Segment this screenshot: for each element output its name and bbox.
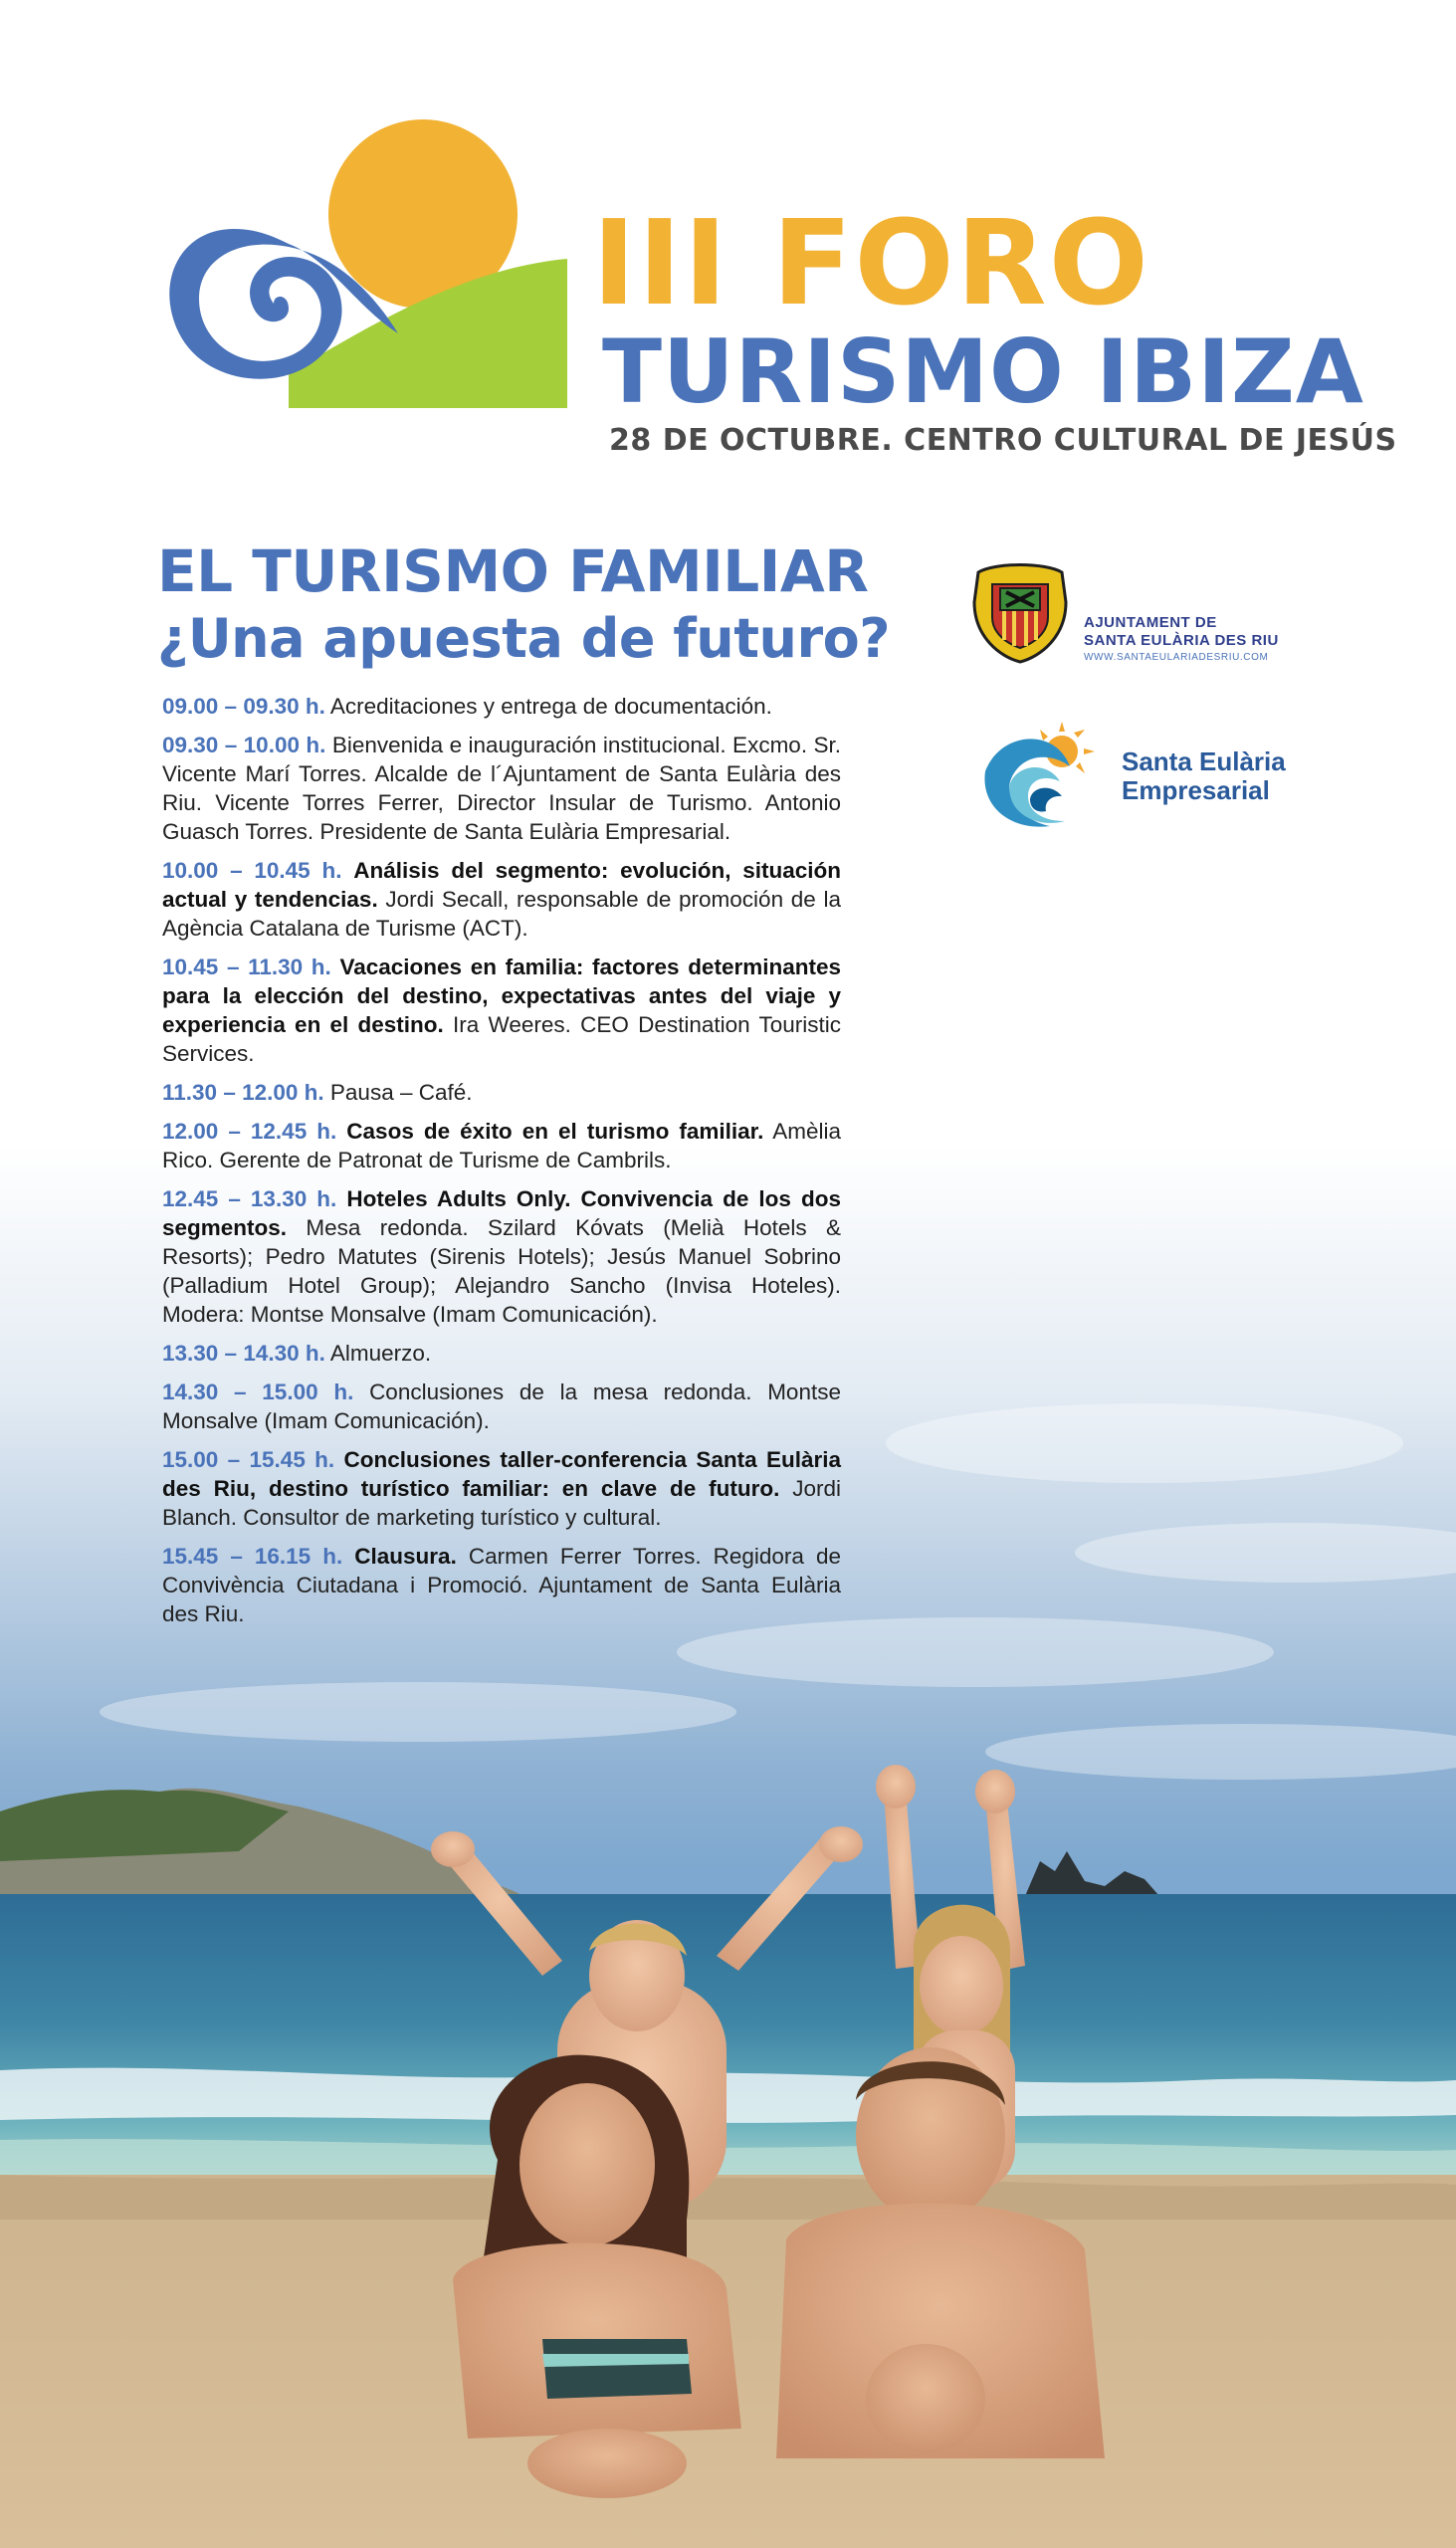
program-topic: Casos de éxito en el turismo familiar. xyxy=(346,1119,764,1144)
program-time: 12.45 – 13.30 h. xyxy=(162,1186,337,1211)
program-detail: Pausa – Café. xyxy=(329,1080,473,1105)
program-time: 14.30 – 15.00 h. xyxy=(162,1380,354,1404)
program-detail: Almuerzo. xyxy=(329,1341,432,1366)
program-item xyxy=(162,953,841,1068)
program-item xyxy=(162,856,841,943)
program-time: 13.30 – 14.30 h. xyxy=(162,1341,325,1366)
program-time: 10.00 – 10.45 h. xyxy=(162,858,342,883)
program-item xyxy=(162,1184,841,1329)
program-detail: Acreditaciones y entrega de documentación. xyxy=(329,694,772,719)
program-topic: Análisis del segmento: evolución, situación actual y tendencias. xyxy=(162,858,841,912)
forum-date-venue: 28 DE OCTUBRE. CENTRO CULTURAL DE JESÚS xyxy=(609,423,1397,458)
program-item xyxy=(162,731,841,846)
sponsor-ajuntament-line2: SANTA EULÀRIA DES RIU xyxy=(1084,632,1279,649)
theme-subheading: ¿Una apuesta de futuro? xyxy=(157,607,891,670)
program-time: 15.45 – 16.15 h. xyxy=(162,1544,343,1569)
program-detail: Bienvenida e inauguración institucional. Excmo. Sr. Vicente Marí Torres. Alcalde de l´Ajuntament de Santa Eulària des Riu. Vicente Torres Ferrer, Director Insular de Turismo. Antonio Guasch Torres. Presidente de Santa Eulària Empresarial. xyxy=(162,733,842,844)
program-item xyxy=(162,1078,841,1107)
program-detail: Mesa redonda. Szilard Kóvats (Melià Hotels & Resorts); Pedro Matutes (Sirenis Hotels); Jesús Manuel Sobrino (Palladium Hotel Group); Alejandro Sancho (Invisa Hoteles). Modera: Montse Monsalve (Imam Comunicación). xyxy=(162,1215,841,1327)
crest-icon xyxy=(970,562,1070,664)
sponsor-ajuntament-line1: AJUNTAMENT DE xyxy=(1084,614,1217,631)
program-time: 11.30 – 12.00 h. xyxy=(162,1080,324,1105)
program-detail: Ira Weeres. CEO Destination Touristic Services. xyxy=(162,1012,841,1066)
program-detail: Amèlia Rico. Gerente de Patronat de Turisme de Cambrils. xyxy=(162,1119,842,1172)
theme-heading: EL TURISMO FAMILIAR xyxy=(157,537,869,605)
program-topic: Hoteles Adults Only. Convivencia de los dos segmentos. xyxy=(162,1186,841,1240)
program-item xyxy=(162,1445,841,1532)
program-item xyxy=(162,1339,841,1368)
program-item xyxy=(162,1378,841,1435)
program-detail: Jordi Blanch. Consultor de marketing turístico y cultural. xyxy=(162,1476,841,1530)
program-detail: Jordi Secall, responsable de promoción de la Agència Catalana de Turisme (ACT). xyxy=(162,887,841,941)
program-time: 10.45 – 11.30 h. xyxy=(162,955,331,979)
forum-title-line1: III FORO xyxy=(592,194,1150,331)
sponsor-ajuntament-url: WWW.SANTAEULARIADESRIU.COM xyxy=(1084,652,1269,663)
sponsor-empresarial-line1: Santa Eulària xyxy=(1122,746,1286,776)
program-detail: Carmen Ferrer Torres. Regidora de Convivència Ciutadana i Promoció. Ajuntament de Santa Eulària des Riu. xyxy=(162,1544,841,1626)
program-item xyxy=(162,692,841,721)
program-topic: Clausura. xyxy=(354,1544,457,1569)
forum-title-line2: TURISMO IBIZA xyxy=(602,320,1364,423)
wave-sun-icon xyxy=(980,712,1110,836)
sponsor-ajuntament xyxy=(970,562,1309,672)
program-topic: Vacaciones en familia: factores determinantes para la elección del destino, expectativas antes del viaje y experiencia en el destino. xyxy=(162,955,841,1037)
program-detail: Conclusiones de la mesa redonda. Montse Monsalve (Imam Comunicación). xyxy=(162,1380,841,1433)
program-list xyxy=(162,692,841,1638)
program-item xyxy=(162,1117,841,1174)
program-time: 12.00 – 12.45 h. xyxy=(162,1119,337,1144)
program-time: 09.00 – 09.30 h. xyxy=(162,694,325,719)
program-time: 09.30 – 10.00 h. xyxy=(162,733,326,757)
sponsor-empresarial xyxy=(980,712,1319,841)
program-item xyxy=(162,1542,841,1628)
program-time: 15.00 – 15.45 h. xyxy=(162,1447,335,1472)
program-topic: Conclusiones taller-conferencia Santa Eulària des Riu, destino turístico familiar: en clave de futuro. xyxy=(162,1447,842,1501)
sponsor-empresarial-line2: Empresarial xyxy=(1122,775,1270,805)
foro-logo-icon xyxy=(159,119,577,418)
